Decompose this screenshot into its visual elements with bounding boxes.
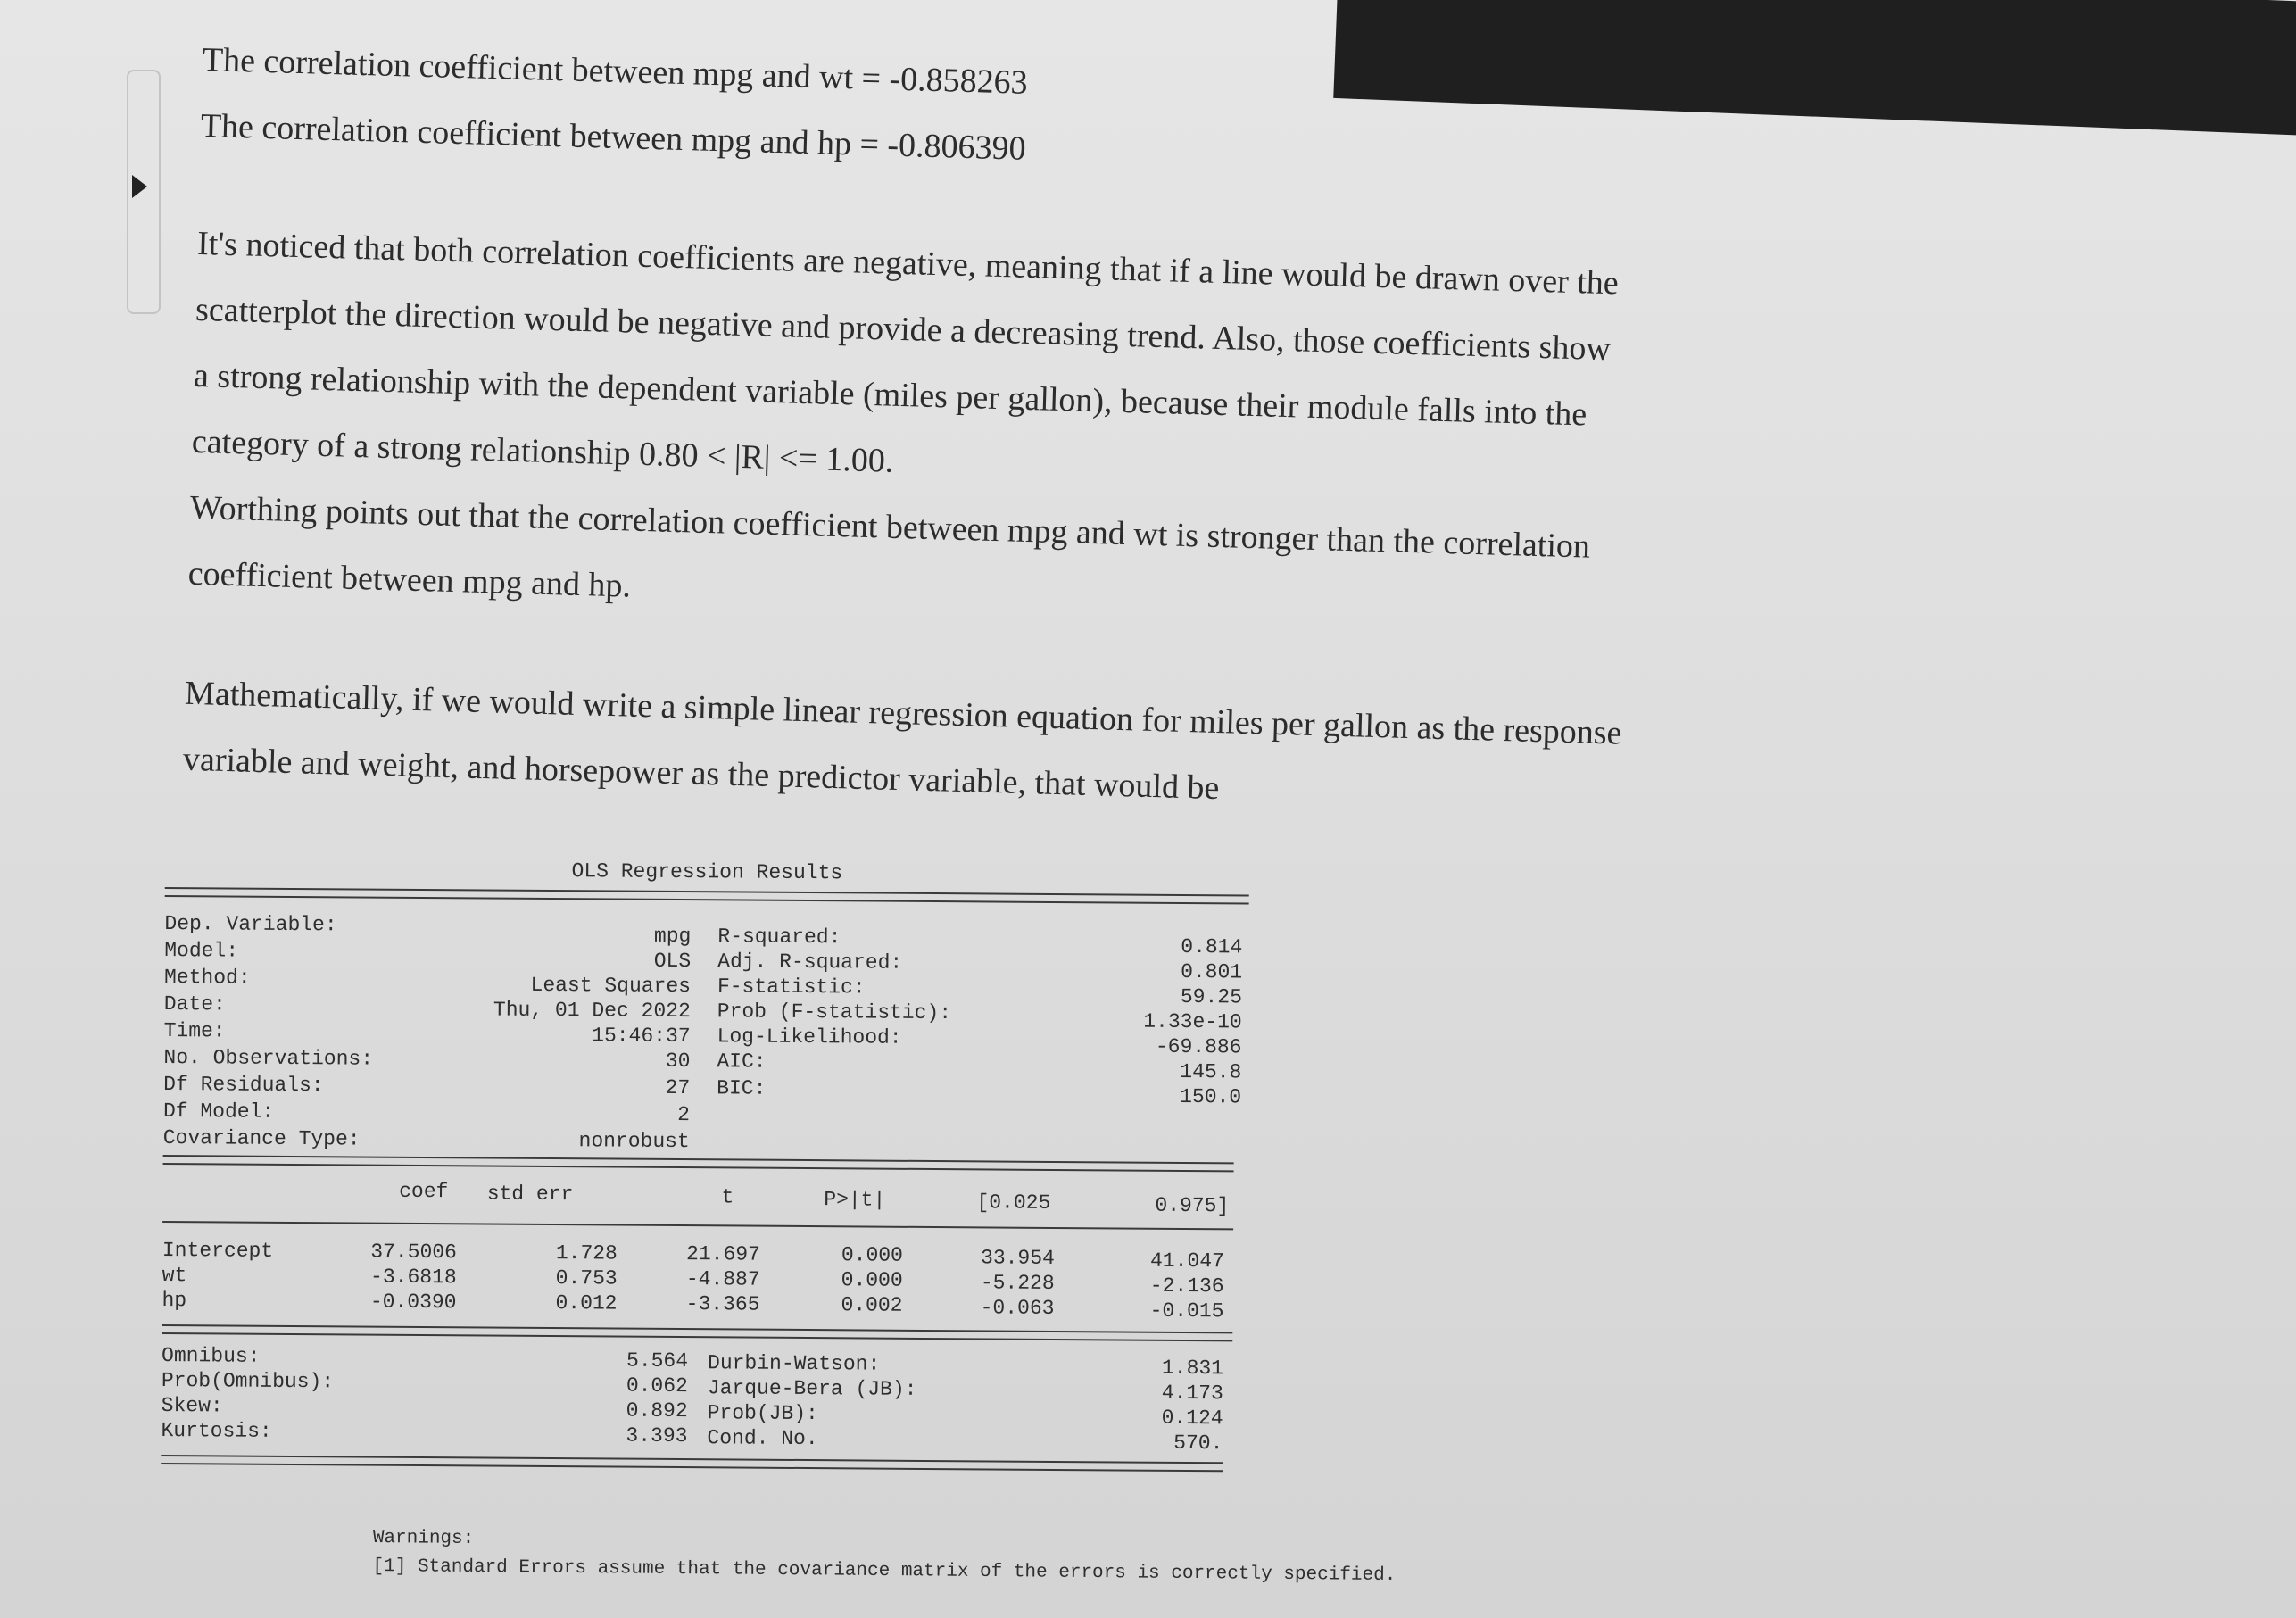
coef-cell: 0.753 — [555, 1266, 618, 1290]
warnings-block — [372, 1524, 1396, 1590]
diag-value: 5.564 — [626, 1348, 689, 1373]
summary-label: F-statistic: — [717, 975, 866, 1000]
coef-header: coef — [399, 1179, 449, 1204]
diag-value: 3.393 — [626, 1423, 688, 1448]
diag-value: 570. — [1173, 1431, 1223, 1456]
coef-cell: 37.5006 — [370, 1240, 458, 1265]
summary-value: 2 — [677, 1103, 691, 1127]
coef-cell: 0.002 — [841, 1293, 903, 1317]
correlation-line-hp: The correlation coefficient between mpg and hp = -0.806390 — [200, 106, 1027, 168]
summary-value: 0.814 — [1181, 934, 1243, 959]
summary-label: Adj. R-squared: — [717, 950, 903, 975]
diag-value: 4.173 — [1161, 1381, 1223, 1406]
summary-label: BIC: — [717, 1076, 767, 1100]
coef-cell: -0.015 — [1149, 1299, 1224, 1323]
summary-value: 145.8 — [1180, 1059, 1242, 1084]
coef-cell: 33.954 — [980, 1246, 1055, 1270]
table-rule — [162, 1324, 1232, 1341]
expand-arrow-icon[interactable] — [132, 175, 147, 198]
table-rule — [161, 1455, 1223, 1472]
diag-label: Durbin-Watson: — [707, 1351, 881, 1376]
summary-label: Dep. Variable: — [164, 911, 337, 937]
summary-label: AIC: — [717, 1050, 767, 1074]
diag-label: Prob(JB): — [707, 1401, 818, 1426]
diag-label: Kurtosis: — [161, 1418, 272, 1443]
warnings-title: Warnings: — [372, 1527, 475, 1549]
table-rule — [165, 887, 1249, 904]
warnings-note: [1] Standard Errors assume that the covariance matrix of the errors is correctly specified. — [372, 1556, 1397, 1587]
analysis-line: Worthing points out that the correlation coefficient between mpg and wt is stronger than the correlation — [189, 488, 1591, 566]
diag-label: Omnibus: — [162, 1343, 261, 1368]
analysis-line: scatterplot the direction would be negative and provide a decreasing trend. Also, those coefficients show — [195, 290, 1612, 369]
diag-value: 0.124 — [1161, 1406, 1223, 1431]
diag-value: 1.831 — [1161, 1356, 1224, 1381]
summary-value: 27 — [665, 1075, 691, 1100]
coef-cell: -0.063 — [980, 1296, 1055, 1320]
coef-cell: -3.365 — [685, 1292, 760, 1316]
analysis-line: a strong relationship with the dependent variable (miles per gallon), because their module falls into the — [193, 356, 1587, 434]
analysis-line: category of a strong relationship 0.80 < |R| <= 1.00. — [191, 422, 894, 480]
analysis-line: It's noticed that both correlation coefficients are negative, meaning that if a line would be drawn over the — [196, 224, 1620, 303]
ols-title: OLS Regression Results — [571, 859, 843, 885]
table-rule — [163, 1155, 1234, 1172]
summary-value: Least Squares — [530, 973, 692, 999]
summary-value: 59.25 — [1180, 984, 1243, 1009]
diag-value: 0.892 — [626, 1398, 688, 1423]
coef-cell: -4.887 — [685, 1267, 760, 1291]
diag-label: Skew: — [161, 1393, 223, 1418]
diag-label: Cond. No. — [707, 1426, 818, 1451]
summary-value: 150.0 — [1180, 1084, 1242, 1109]
math-line: variable and weight, and horsepower as the predictor variable, that would be — [182, 740, 1220, 808]
coef-cell: 21.697 — [685, 1242, 760, 1266]
math-paragraph — [182, 660, 1844, 839]
summary-value: -69.886 — [1155, 1034, 1242, 1059]
coef-header: 0.975] — [1155, 1193, 1230, 1218]
analysis-line: coefficient between mpg and hp. — [187, 554, 632, 605]
summary-label: Method: — [163, 965, 251, 990]
summary-label: Log-Likelihood: — [717, 1025, 902, 1050]
summary-label: Covariance Type: — [162, 1125, 361, 1151]
summary-value: 30 — [665, 1049, 691, 1074]
summary-label: Prob (F-statistic): — [717, 1000, 952, 1025]
summary-label: Date: — [163, 992, 226, 1016]
summary-label: Df Model: — [162, 1099, 275, 1124]
summary-value: mpg — [653, 924, 692, 949]
summary-label: Time: — [163, 1018, 226, 1043]
coef-cell: 0.012 — [555, 1291, 618, 1315]
summary-label: No. Observations: — [163, 1045, 374, 1071]
coef-header: P>|t| — [824, 1188, 886, 1212]
summary-label: Df Residuals: — [163, 1072, 324, 1098]
coef-cell: -0.0390 — [369, 1290, 457, 1315]
correlation-line-wt: The correlation coefficient between mpg and wt = -0.858263 — [202, 40, 1029, 102]
coef-header: std err — [486, 1182, 574, 1207]
summary-value: nonrobust — [578, 1129, 690, 1154]
coef-row-name: hp — [162, 1288, 187, 1313]
coef-cell: -3.6818 — [370, 1265, 457, 1290]
coef-cell: 1.728 — [555, 1241, 618, 1265]
summary-label: Model: — [164, 938, 239, 963]
summary-value: 1.33e-10 — [1143, 1009, 1242, 1034]
summary-value: OLS — [653, 949, 692, 974]
diag-label: Prob(Omnibus): — [161, 1368, 335, 1394]
summary-value: 0.801 — [1181, 959, 1243, 984]
coef-header: t — [721, 1185, 734, 1209]
coef-row-name: wt — [162, 1263, 187, 1288]
coef-row-name: Intercept — [162, 1238, 274, 1263]
diag-label: Jarque-Bera (JB): — [707, 1376, 917, 1401]
coef-cell: 0.000 — [841, 1268, 903, 1292]
coef-cell: -5.228 — [980, 1271, 1055, 1295]
ols-results-table — [161, 857, 1249, 1456]
summary-value: Thu, 01 Dec 2022 — [493, 998, 691, 1024]
analysis-paragraph — [187, 211, 1858, 653]
table-divider — [162, 1221, 1233, 1230]
coef-cell: 0.000 — [841, 1243, 903, 1267]
coef-cell: 41.047 — [1149, 1249, 1224, 1274]
coef-header: [0.025 — [976, 1191, 1051, 1215]
diag-value: 0.062 — [626, 1373, 688, 1398]
math-line: Mathematically, if we would write a simple linear regression equation for miles per gallon as the response — [184, 674, 1623, 752]
summary-label: R-squared: — [717, 925, 841, 950]
coef-cell: -2.136 — [1149, 1274, 1224, 1299]
summary-value: 15:46:37 — [592, 1024, 691, 1049]
